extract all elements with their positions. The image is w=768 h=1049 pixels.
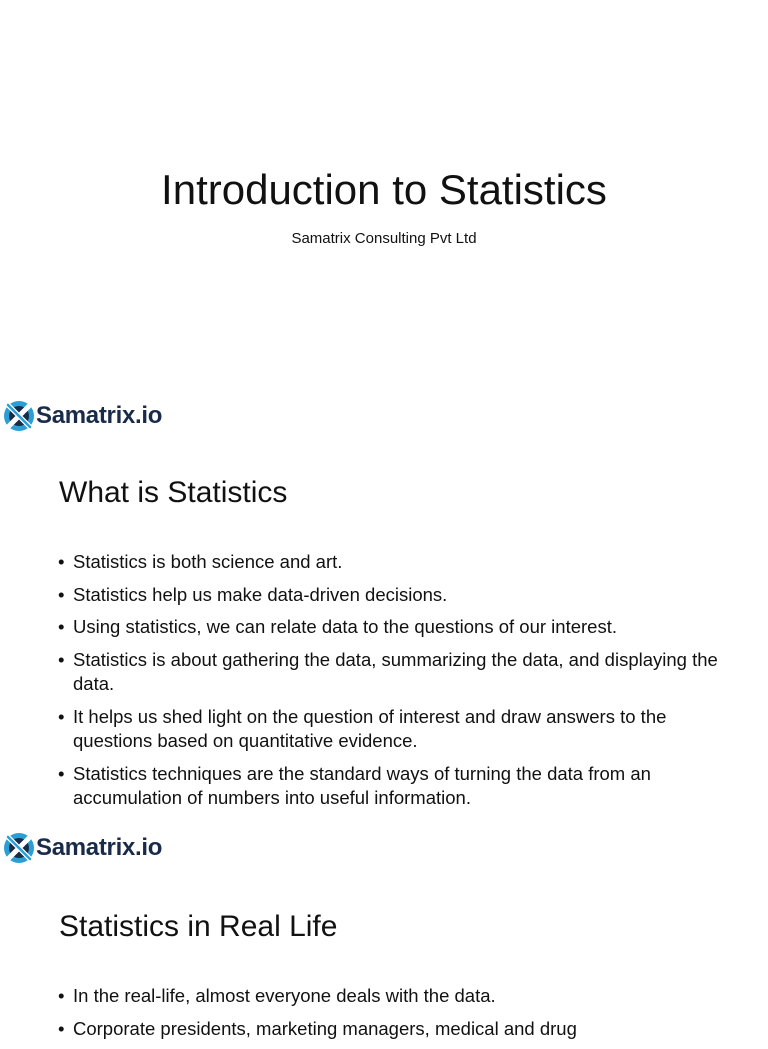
logo-text: Samatrix.io	[36, 402, 163, 429]
subtitle: Samatrix Consulting Pvt Ltd	[291, 230, 477, 247]
slide-heading: What is Statistics	[59, 476, 288, 509]
title-slide	[0, 0, 768, 392]
page-title: Introduction to Statistics	[161, 166, 607, 213]
bullet-list	[58, 550, 738, 819]
bullet-list	[58, 984, 738, 1049]
logo-text: Samatrix.io	[36, 834, 163, 861]
samatrix-logo-icon	[2, 831, 36, 865]
samatrix-logo	[2, 398, 162, 434]
list-item: • Statistics techniques are the standard ways of turning the data from an accumulation of numbers into useful information.	[58, 762, 738, 811]
list-item: • Statistics help us make data-driven decisions.	[58, 583, 738, 608]
list-item: • Using statistics, we can relate data to the questions of our interest.	[58, 615, 738, 640]
list-item: • It helps us shed light on the question of interest and draw answers to the questions based on quantitative evidence.	[58, 705, 738, 754]
samatrix-logo	[2, 830, 162, 866]
list-item: • Statistics is both science and art.	[58, 550, 738, 575]
list-item: • Corporate presidents, marketing managers, medical and drug	[58, 1017, 738, 1042]
list-item: • In the real-life, almost everyone deals with the data.	[58, 984, 738, 1009]
slide-what-is-statistics	[0, 392, 768, 826]
slide-statistics-in-real-life	[0, 826, 768, 1039]
samatrix-logo-icon	[2, 399, 36, 433]
list-item: • Statistics is about gathering the data, summarizing the data, and displaying the data.	[58, 648, 738, 697]
slide-heading: Statistics in Real Life	[59, 910, 338, 943]
